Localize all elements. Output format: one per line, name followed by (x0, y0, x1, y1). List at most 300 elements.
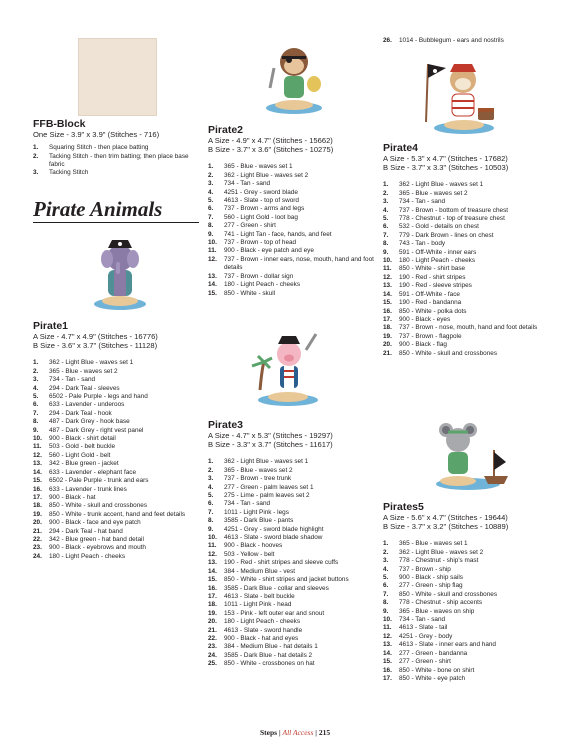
item-number: 10. (208, 239, 217, 247)
footer-steps: Steps (260, 728, 278, 737)
item-number: 1. (208, 163, 214, 171)
list-item (383, 274, 573, 282)
item-number: 10. (208, 534, 217, 542)
pirate2-color-list (208, 163, 380, 298)
item-text: 560 - Light Gold - belt (49, 451, 111, 459)
item-text: 633 - Lavender - trunk lines (49, 485, 127, 493)
list-item (208, 467, 380, 475)
item-number: 15. (208, 576, 217, 584)
list-item (208, 643, 380, 651)
item-text: 1011 - Light Pink - legs (224, 508, 289, 516)
list-item (383, 650, 573, 658)
item-text: 734 - Tan - sand (399, 616, 446, 624)
item-text: 6502 - Pale Purple - trunk and ears (49, 477, 149, 485)
list-item (383, 291, 573, 299)
item-number: 11. (383, 265, 392, 273)
list-item (383, 675, 573, 683)
list-item (383, 641, 573, 649)
list-item (208, 189, 380, 197)
list-item (33, 553, 203, 561)
pirate1-section (33, 320, 203, 561)
item-number: 17. (383, 315, 392, 323)
item-text: 850 - White - trunk accent, hand and feet details (49, 510, 186, 518)
list-item (208, 601, 380, 609)
item-number: 4. (208, 483, 214, 491)
ffb-size: One Size - 3.9" x 3.9" (Stitches - 716) (33, 130, 160, 139)
item-text: 591 - Off-White - face (399, 290, 460, 298)
item-number: 2. (208, 171, 214, 179)
item-text: 180 - Light Peach - cheeks (224, 618, 301, 626)
list-item (208, 559, 380, 567)
item-number: 5. (33, 393, 39, 401)
pirate3-size-a: A Size - 4.7" x 5.3" (Stitches - 19297) (208, 431, 333, 440)
item-text: 633 - Lavender - elephant face (49, 468, 137, 476)
list-item (383, 299, 573, 307)
item-number: 20. (383, 341, 392, 349)
fabric-swatch (78, 38, 157, 116)
list-item (33, 368, 203, 376)
item-number: 20. (208, 618, 217, 626)
item-number: 23. (33, 544, 42, 552)
list-item (33, 418, 203, 426)
list-item (383, 341, 573, 349)
item-text: 734 - Tan - sand (224, 180, 271, 188)
item-text: 4613 - Slate - inner ears and hand (399, 641, 496, 649)
footer-separator: | (278, 728, 281, 737)
pirate4-continuation (383, 37, 573, 45)
list-item (383, 624, 573, 632)
list-item (383, 198, 573, 206)
list-item (33, 393, 203, 401)
item-text: 734 - Tan - sand (49, 376, 96, 384)
item-text: 362 - Light Blue - waves set 1 (49, 359, 134, 367)
item-text: 850 - White - skull and crossbones (399, 349, 498, 357)
item-text: 850 - White - polka dots (399, 307, 467, 315)
item-text: 180 - Light Peach - cheeks (224, 281, 301, 289)
list-item (383, 232, 573, 240)
item-text: 487 - Dark Grey - hook base (49, 418, 130, 426)
list-item (33, 544, 203, 552)
list-item (33, 401, 203, 409)
item-text: 3585 - Dark Blue - collar and sleeves (224, 584, 329, 592)
list-item (383, 616, 573, 624)
list-item (383, 257, 573, 265)
item-text: 362 - Light Blue - waves set 1 (399, 181, 484, 189)
item-number: 6. (33, 401, 39, 409)
item-text: 362 - Light Blue - waves set 2 (224, 171, 309, 179)
item-text: 737 - Brown - ship (399, 565, 451, 573)
item-text: 4251 - Grey - sword blade (224, 188, 298, 196)
list-item (383, 566, 573, 574)
list-item (33, 469, 203, 477)
item-number: 12. (383, 273, 392, 281)
item-text: 503 - Yellow - belt (224, 550, 275, 558)
item-text: 180 - Light Peach - cheeks (49, 552, 126, 560)
list-item (383, 591, 573, 599)
item-number: 1. (208, 458, 214, 466)
pirate4-size-a: A Size - 5.3" x 4.7" (Stitches - 17682) (383, 154, 508, 163)
item-number: 7. (208, 213, 214, 221)
item-number: 13. (383, 282, 392, 290)
item-number: 5. (383, 215, 389, 223)
item-number: 15. (383, 299, 392, 307)
item-text: 275 - Lime - palm leaves set 2 (224, 492, 310, 500)
list-item (33, 427, 203, 435)
item-number: 13. (33, 460, 42, 468)
item-number: 18. (208, 601, 217, 609)
list-item (33, 452, 203, 460)
item-number: 14. (383, 649, 392, 657)
list-item (208, 458, 380, 466)
list-item (33, 169, 203, 177)
page-number: 215 (318, 728, 331, 737)
pirate4-section (383, 142, 573, 358)
item-number: 24. (33, 552, 42, 560)
dog-pirate-illustration (420, 52, 500, 134)
item-number: 3. (33, 169, 39, 177)
item-number: 12. (383, 632, 392, 640)
item-text: 779 - Dark Brown - lines on chest (399, 231, 494, 239)
item-text: 365 - Blue - waves set 1 (224, 163, 293, 171)
item-number: 14. (208, 567, 217, 575)
item-number: 16. (383, 666, 392, 674)
item-number: 4. (383, 565, 389, 573)
list-item (383, 667, 573, 675)
item-text: 294 - Dark Teal - hook (49, 409, 112, 417)
item-text: 4613 - Slate - sword blade shadow (224, 534, 323, 542)
item-number: 2. (383, 189, 389, 197)
item-text: 900 - Black - shirt detail (49, 435, 116, 443)
list-item (33, 410, 203, 418)
list-item (33, 511, 203, 519)
pirate2-title: Pirate2 (208, 124, 244, 136)
list-item (383, 557, 573, 565)
item-number: 19. (208, 609, 217, 617)
list-item (208, 281, 380, 289)
item-text: 737 - Brown - bottom of treasure chest (399, 206, 509, 214)
pirate2-section (208, 124, 380, 298)
item-text: 503 - Gold - belt buckle (49, 443, 116, 451)
item-number: 21. (33, 527, 42, 535)
item-number: 14. (383, 290, 392, 298)
item-number: 8. (208, 517, 214, 525)
list-item (208, 475, 380, 483)
item-text: 591 - Off-White - inner ears (399, 248, 477, 256)
item-text: 737 - Brown - inner ears, nose, mouth, hand and foot details (224, 255, 374, 272)
item-number: 20. (33, 519, 42, 527)
item-text: 365 - Blue - waves set 2 (224, 466, 293, 474)
list-item (33, 477, 203, 485)
item-number: 9. (208, 525, 214, 533)
pirate1-size-b: B Size - 3.6" x 3.7" (Stitches - 11128) (33, 341, 158, 351)
pirate4-color-list (383, 181, 573, 358)
item-text: 384 - Medium Blue - hat details 1 (224, 643, 318, 651)
list-item (208, 610, 380, 618)
item-number: 3. (33, 376, 39, 384)
section-rule (33, 222, 199, 223)
item-text: 4613 - Slate - tail (399, 624, 448, 632)
list-item (208, 542, 380, 550)
item-number: 2. (33, 367, 39, 375)
item-number: 15. (383, 658, 392, 666)
item-number: 6. (383, 582, 389, 590)
item-number: 10. (383, 257, 392, 265)
item-text: 190 - Red - shirt stripes (399, 273, 466, 281)
item-number: 6. (383, 223, 389, 231)
item-text: 362 - Light Blue - waves set 2 (399, 548, 484, 556)
item-number: 17. (33, 493, 42, 501)
item-number: 1. (383, 540, 389, 548)
item-number: 2. (208, 466, 214, 474)
list-item (208, 197, 380, 205)
pirate3-size-b: B Size - 3.3" x 3.7" (Stitches - 11617) (208, 440, 333, 450)
item-number: 3. (383, 198, 389, 206)
list-item (208, 635, 380, 643)
item-number: 4. (33, 384, 39, 392)
list-item (383, 608, 573, 616)
item-number: 15. (208, 289, 217, 297)
item-number: 10. (383, 616, 392, 624)
list-item (208, 172, 380, 180)
item-text: 737 - Brown - tree trunk (224, 475, 292, 483)
item-number: 22. (208, 634, 217, 642)
list-item (33, 376, 203, 384)
item-text: 737 - Brown - nose, mouth, hand and foot details (399, 324, 538, 332)
list-item (33, 359, 203, 367)
list-item (383, 316, 573, 324)
list-item (33, 460, 203, 468)
item-number: 4. (383, 206, 389, 214)
item-number: 11. (208, 247, 217, 255)
list-item (33, 153, 203, 170)
list-item (383, 215, 573, 223)
footer-brand: All Access (282, 728, 314, 737)
item-text: 737 - Brown - top of head (224, 239, 297, 247)
list-item (383, 324, 573, 332)
list-item (208, 222, 380, 230)
item-text: 277 - Green - bandanna (399, 649, 468, 657)
item-text: 153 - Pink - left outer ear and snout (224, 609, 325, 617)
item-text: 850 - White - skull and crossbones (399, 590, 498, 598)
pirate-continued-list (383, 37, 573, 45)
item-text: Tacking Stitch (49, 169, 89, 177)
list-item (383, 333, 573, 341)
item-text: 294 - Dark Teal - sleeves (49, 384, 120, 392)
footer-separator: | (315, 728, 317, 737)
item-text: 190 - Red - sleeve stripes (399, 282, 472, 290)
item-number: 13. (383, 641, 392, 649)
item-number: 2. (33, 152, 39, 160)
item-text: 365 - Blue - waves set 2 (399, 189, 468, 197)
ffb-stitch-list (33, 144, 203, 178)
list-item (208, 290, 380, 298)
list-item (383, 249, 573, 257)
pig-pirate-illustration (250, 328, 326, 406)
item-number: 11. (208, 542, 217, 550)
item-number: 26. (383, 37, 392, 44)
list-item (383, 223, 573, 231)
item-number: 8. (208, 222, 214, 230)
monkey-pirate-illustration (262, 38, 328, 114)
item-text: 6502 - Pale Purple - legs and hand (49, 393, 148, 401)
item-text: 900 - Black - ship sails (399, 574, 463, 582)
item-text: 342 - Blue green - hat band detail (49, 535, 144, 543)
item-number: 7. (383, 231, 389, 239)
list-item (33, 144, 203, 152)
item-text: 850 - White - eye patch (399, 674, 466, 682)
item-number: 6. (208, 500, 214, 508)
list-item (383, 282, 573, 290)
item-number: 3. (208, 475, 214, 483)
list-item (208, 205, 380, 213)
list-item (208, 568, 380, 576)
list-item (383, 658, 573, 666)
item-text: 737 - Brown - dollar sign (224, 272, 294, 280)
item-text: 900 - Black - eyes (399, 315, 451, 323)
list-item (383, 37, 573, 45)
item-number: 16. (383, 307, 392, 315)
item-number: 21. (383, 349, 392, 357)
item-text: 743 - Tan - body (399, 240, 446, 248)
item-number: 17. (208, 592, 217, 600)
item-text: 4613 - Slate - sword handle (224, 626, 303, 634)
item-text: 277 - Green - shirt (224, 222, 276, 230)
item-number: 3. (383, 557, 389, 565)
item-text: 850 - White - skull (224, 289, 276, 297)
list-item (208, 256, 380, 273)
item-number: 8. (383, 599, 389, 607)
item-number: 1. (383, 181, 389, 189)
pirate4-title: Pirate4 (383, 142, 419, 154)
item-text: 737 - Brown - arms and legs (224, 205, 305, 213)
list-item (33, 435, 203, 443)
item-number: 24. (208, 651, 217, 659)
item-text: 4251 - Grey - sword blade highlight (224, 525, 324, 533)
section-title: Pirate Animals (33, 197, 163, 221)
item-number: 16. (33, 485, 42, 493)
list-item (383, 540, 573, 548)
list-item (208, 627, 380, 635)
pirate5-size-a: A Size - 5.6" x 4.7" (Stitches - 19644) (383, 513, 508, 522)
item-text: 850 - White - crossbones on hat (224, 660, 315, 668)
item-number: 17. (383, 674, 392, 682)
list-item (383, 549, 573, 557)
item-text: 778 - Chestnut - ship accents (399, 599, 483, 607)
list-item (33, 385, 203, 393)
item-number: 3. (208, 180, 214, 188)
list-item (208, 534, 380, 542)
item-number: 16. (208, 584, 217, 592)
item-number: 23. (208, 643, 217, 651)
item-text: 734 - Tan - sand (399, 198, 446, 206)
item-text: 900 - Black - flag (399, 341, 447, 349)
list-item (33, 528, 203, 536)
item-text: 900 - Black - eyebrows and mouth (49, 544, 146, 552)
item-text: 384 - Medium Blue - vest (224, 567, 296, 575)
item-number: 8. (383, 240, 389, 248)
item-text: 850 - White - skull and crossbones (49, 502, 148, 510)
item-text: 1011 - Light Pink - head (224, 601, 292, 609)
pirate5-section (383, 501, 573, 683)
item-text: 737 - Brown - flagpole (399, 332, 462, 340)
item-text: 778 - Chestnut - ship's mast (399, 557, 479, 565)
pirate5-size-b: B Size - 3.7" x 3.2" (Stitches - 10889) (383, 522, 509, 532)
item-text: 850 - White - bone on shirt (399, 666, 475, 674)
list-item (208, 484, 380, 492)
item-number: 14. (33, 468, 42, 476)
item-text: 850 - White - shirt base (399, 265, 466, 273)
item-number: 19. (383, 332, 392, 340)
item-number: 9. (383, 607, 389, 615)
list-item (383, 181, 573, 189)
item-text: 277 - Green - palm leaves set 1 (224, 483, 314, 491)
item-text: 3585 - Dark Blue - hat details 2 (224, 651, 313, 659)
item-number: 12. (208, 550, 217, 558)
list-item (383, 190, 573, 198)
list-item (383, 265, 573, 273)
ffb-block-section (33, 118, 203, 178)
mouse-pirate-illustration (428, 414, 512, 490)
item-text: 362 - Light Blue - waves set 1 (224, 458, 309, 466)
item-text: 277 - Green - ship flag (399, 582, 463, 590)
list-item (208, 593, 380, 601)
item-text: 4251 - Grey - body (399, 632, 453, 640)
item-text: 560 - Light Gold - loot bag (224, 213, 298, 221)
item-number: 1. (33, 359, 39, 367)
item-text: 734 - Tan - sand (224, 500, 271, 508)
pirate3-color-list (208, 458, 380, 668)
ffb-title: FFB-Block (33, 118, 86, 130)
page-footer (260, 728, 330, 737)
item-number: 1. (33, 144, 39, 152)
item-number: 5. (208, 492, 214, 500)
item-number: 7. (208, 508, 214, 516)
item-text: 900 - Black - eye patch and eye (224, 247, 314, 255)
item-number: 15. (33, 477, 42, 485)
list-item (383, 207, 573, 215)
list-item (383, 582, 573, 590)
list-item (383, 633, 573, 641)
pirate5-title: Pirates5 (383, 501, 424, 513)
pirate3-title: Pirate3 (208, 419, 244, 431)
item-text: 365 - Blue - waves set 1 (399, 540, 468, 548)
item-number: 9. (33, 426, 39, 434)
item-text: 190 - Red - bandanna (399, 299, 462, 307)
pirate3-section (208, 419, 380, 669)
pirate4-size-b: B Size - 3.7" x 3.3" (Stitches - 10503) (383, 163, 509, 173)
pirate1-color-list (33, 359, 203, 561)
list-item (208, 500, 380, 508)
item-number: 13. (208, 559, 217, 567)
list-item (208, 273, 380, 281)
item-text: 900 - Black - hat (49, 493, 96, 501)
item-number: 12. (33, 451, 42, 459)
item-number: 4. (208, 188, 214, 196)
item-text: 4613 - Slate - belt buckle (224, 592, 295, 600)
pirate1-title: Pirate1 (33, 320, 69, 332)
item-text: 850 - White - shirt stripes and jacket buttons (224, 576, 349, 584)
item-text: 487 - Dark Grey - right vest panel (49, 426, 144, 434)
list-item (208, 509, 380, 517)
item-text: 633 - Lavender - underoos (49, 401, 125, 409)
list-item (383, 240, 573, 248)
item-text: 900 - Black - hat and eyes (224, 634, 299, 642)
item-number: 9. (383, 248, 389, 256)
list-item (33, 443, 203, 451)
item-text: 4613 - Slate - top of sword (224, 197, 299, 205)
list-item (383, 350, 573, 358)
list-item (383, 308, 573, 316)
